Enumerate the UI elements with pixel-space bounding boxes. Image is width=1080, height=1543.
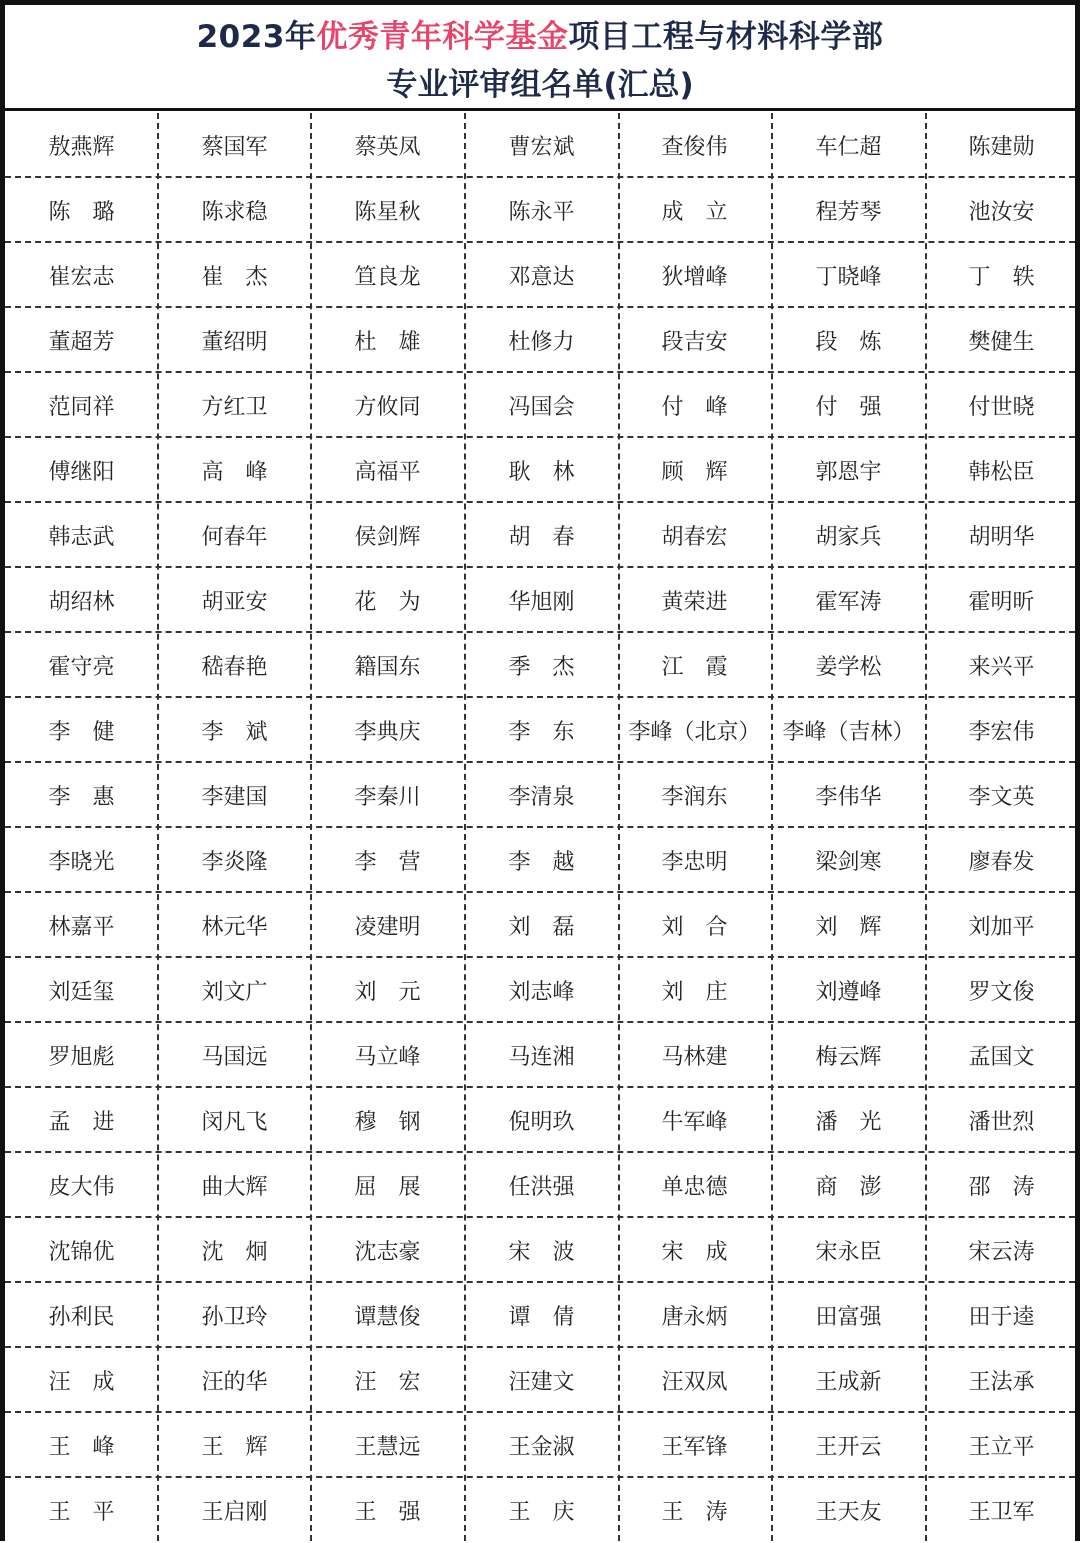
name-cell: 敖燕辉 [48,135,115,160]
name-cell: 李峰（北京） [628,720,761,745]
name-cell: 李炎隆 [201,850,268,875]
name-cell: 刘廷玺 [48,980,115,1005]
table-row [5,763,1075,828]
document-title [5,17,1075,57]
name-cell: 闵凡飞 [201,1110,268,1135]
name-cell: 牛军峰 [661,1110,728,1135]
table-row [5,438,1075,503]
name-table [5,113,1075,1543]
name-cell: 季 杰 [508,655,575,680]
name-cell: 方红卫 [201,395,268,420]
name-cell: 沈 炯 [201,1240,268,1265]
name-cell: 姜学松 [815,655,882,680]
name-cell: 李伟华 [815,785,882,810]
name-cell: 韩松臣 [968,460,1035,485]
name-cell: 李典庆 [354,720,421,745]
name-cell: 曲大辉 [201,1175,268,1200]
column-divider [464,113,466,1541]
name-cell: 汪 成 [48,1370,115,1395]
name-cell: 李宏伟 [968,720,1035,745]
name-cell: 李 斌 [201,720,268,745]
name-cell: 屈 展 [354,1175,421,1200]
name-cell: 樊健生 [968,330,1035,355]
name-cell: 蔡国军 [201,135,268,160]
name-cell: 李 越 [508,850,575,875]
document-header [5,5,1075,111]
name-cell: 胡亚安 [201,590,268,615]
table-row [5,958,1075,1023]
name-cell: 胡家兵 [815,525,882,550]
name-cell: 谭 倩 [508,1305,575,1330]
name-cell: 孟国文 [968,1045,1035,1070]
name-cell: 王 强 [354,1500,421,1525]
table-row [5,503,1075,568]
name-cell: 狄增峰 [661,265,728,290]
name-cell: 高福平 [354,460,421,485]
name-cell: 刘 庄 [661,980,728,1005]
name-cell: 王成新 [815,1370,882,1395]
name-cell: 李建国 [201,785,268,810]
table-row [5,828,1075,893]
name-cell: 陈星秋 [354,200,421,225]
name-cell: 刘 合 [661,915,728,940]
title-prefix: 2023年 [196,19,317,55]
name-cell: 李晓光 [48,850,115,875]
name-cell: 王军锋 [661,1435,728,1460]
name-cell: 江 霞 [661,655,728,680]
name-cell: 籍国东 [354,655,421,680]
name-cell: 华旭刚 [508,590,575,615]
name-cell: 田于逵 [968,1305,1035,1330]
name-cell: 蔡英凤 [354,135,421,160]
table-row [5,1413,1075,1478]
name-cell: 高 峰 [201,460,268,485]
name-cell: 刘 磊 [508,915,575,940]
name-cell: 汪 宏 [354,1370,421,1395]
name-cell: 李 东 [508,720,575,745]
name-cell: 沈锦优 [48,1240,115,1265]
name-cell: 梁剑寒 [815,850,882,875]
title-highlight: 优秀青年科学基金 [316,19,569,55]
name-cell: 王 辉 [201,1435,268,1460]
table-row [5,568,1075,633]
name-cell: 查俊伟 [661,135,728,160]
name-cell: 池汝安 [968,200,1035,225]
name-cell: 倪明玖 [508,1110,575,1135]
name-cell: 刘志峰 [508,980,575,1005]
name-cell: 董超芳 [48,330,115,355]
name-cell: 陈求稳 [201,200,268,225]
name-cell: 孟 进 [48,1110,115,1135]
name-cell: 潘 光 [815,1110,882,1135]
name-cell: 杜修力 [508,330,575,355]
name-cell: 程芳琴 [815,200,882,225]
name-cell: 胡 春 [508,525,575,550]
name-cell: 胡春宏 [661,525,728,550]
name-cell: 刘 元 [354,980,421,1005]
name-cell: 黄荣进 [661,590,728,615]
name-cell: 刘遵峰 [815,980,882,1005]
name-cell: 崔 杰 [201,265,268,290]
name-cell: 付 强 [815,395,882,420]
name-cell: 霍守亮 [48,655,115,680]
name-cell: 汪建文 [508,1370,575,1395]
name-cell: 陈永平 [508,200,575,225]
name-cell: 马国远 [201,1045,268,1070]
column-divider [157,113,159,1541]
column-divider [925,113,927,1541]
name-cell: 汪双凤 [661,1370,728,1395]
title-suffix: 项目工程与材料科学部 [568,19,884,55]
name-cell: 傅继阳 [48,460,115,485]
name-cell: 丁晓峰 [815,265,882,290]
name-cell: 王立平 [968,1435,1035,1460]
name-cell: 李润东 [661,785,728,810]
name-cell: 邵 涛 [968,1175,1035,1200]
name-cell: 王 庆 [508,1500,575,1525]
document-subtitle: 专业评审组名单(汇总) [386,67,694,103]
name-cell: 宋云涛 [968,1240,1035,1265]
name-cell: 胡明华 [968,525,1035,550]
name-cell: 汪的华 [201,1370,268,1395]
name-cell: 潘世烈 [968,1110,1035,1135]
name-cell: 王开云 [815,1435,882,1460]
name-cell: 笪良龙 [354,265,421,290]
name-cell: 罗文俊 [968,980,1035,1005]
table-row [5,308,1075,373]
name-cell: 任洪强 [508,1175,575,1200]
table-row [5,893,1075,958]
name-cell: 谭慧俊 [354,1305,421,1330]
name-cell: 段 炼 [815,330,882,355]
name-cell: 来兴平 [968,655,1035,680]
name-cell: 廖春发 [968,850,1035,875]
name-cell: 王 涛 [661,1500,728,1525]
name-cell: 王 峰 [48,1435,115,1460]
name-cell: 花 为 [354,590,421,615]
name-cell: 段吉安 [661,330,728,355]
table-row [5,1153,1075,1218]
name-cell: 霍明昕 [968,590,1035,615]
name-cell: 李清泉 [508,785,575,810]
name-cell: 韩志武 [48,525,115,550]
name-cell: 王金淑 [508,1435,575,1460]
name-cell: 马立峰 [354,1045,421,1070]
name-cell: 刘加平 [968,915,1035,940]
name-cell: 陈 璐 [48,200,115,225]
name-cell: 宋永臣 [815,1240,882,1265]
name-cell: 李 营 [354,850,421,875]
name-cell: 霍军涛 [815,590,882,615]
name-cell: 丁 轶 [968,265,1035,290]
name-cell: 顾 辉 [661,460,728,485]
name-cell: 胡绍林 [48,590,115,615]
table-row [5,113,1075,178]
name-cell: 李 惠 [48,785,115,810]
table-row [5,373,1075,438]
name-cell: 郭恩宇 [815,460,882,485]
name-cell: 杜 雄 [354,330,421,355]
name-cell: 王天友 [815,1500,882,1525]
name-cell: 宋 波 [508,1240,575,1265]
name-cell: 皮大伟 [48,1175,115,1200]
name-cell: 沈志豪 [354,1240,421,1265]
name-cell: 付世晓 [968,395,1035,420]
column-divider [310,113,312,1541]
table-row [5,243,1075,308]
name-cell: 邓意达 [508,265,575,290]
name-cell: 孙卫玲 [201,1305,268,1330]
name-cell: 李忠明 [661,850,728,875]
name-cell: 王慧远 [354,1435,421,1460]
name-cell: 王卫军 [968,1500,1035,1525]
name-cell: 曹宏斌 [508,135,575,160]
table-row [5,1478,1075,1543]
table-row [5,698,1075,763]
name-cell: 嵇春艳 [201,655,268,680]
name-cell: 孙利民 [48,1305,115,1330]
table-row [5,178,1075,243]
name-cell: 刘 辉 [815,915,882,940]
table-row [5,1348,1075,1413]
table-row [5,1023,1075,1088]
name-cell: 商 澎 [815,1175,882,1200]
name-cell: 李秦川 [354,785,421,810]
name-cell: 付 峰 [661,395,728,420]
column-divider [618,113,620,1541]
name-cell: 李峰（吉林） [782,720,915,745]
name-cell: 成 立 [661,200,728,225]
name-cell: 车仁超 [815,135,882,160]
name-cell: 马连湘 [508,1045,575,1070]
name-cell: 梅云辉 [815,1045,882,1070]
name-cell: 穆 钢 [354,1110,421,1135]
name-cell: 凌建明 [354,915,421,940]
table-row [5,1088,1075,1153]
name-cell: 林元华 [201,915,268,940]
name-cell: 侯剑辉 [354,525,421,550]
column-divider [771,113,773,1541]
name-cell: 董绍明 [201,330,268,355]
name-cell: 耿 林 [508,460,575,485]
name-cell: 王法承 [968,1370,1035,1395]
name-cell: 单忠德 [661,1175,728,1200]
name-cell: 田富强 [815,1305,882,1330]
name-cell: 马林建 [661,1045,728,1070]
name-cell: 范同祥 [48,395,115,420]
name-cell: 宋 成 [661,1240,728,1265]
name-cell: 王启刚 [201,1500,268,1525]
name-cell: 李 健 [48,720,115,745]
name-cell: 刘文广 [201,980,268,1005]
table-row [5,1218,1075,1283]
name-cell: 方攸同 [354,395,421,420]
name-cell: 冯国会 [508,395,575,420]
table-row [5,633,1075,698]
name-cell: 王 平 [48,1500,115,1525]
name-cell: 何春年 [201,525,268,550]
name-cell: 唐永炳 [661,1305,728,1330]
name-cell: 李文英 [968,785,1035,810]
name-cell: 罗旭彪 [48,1045,115,1070]
name-cell: 林嘉平 [48,915,115,940]
table-row [5,1283,1075,1348]
name-cell: 陈建勋 [968,135,1035,160]
name-cell: 崔宏志 [48,265,115,290]
